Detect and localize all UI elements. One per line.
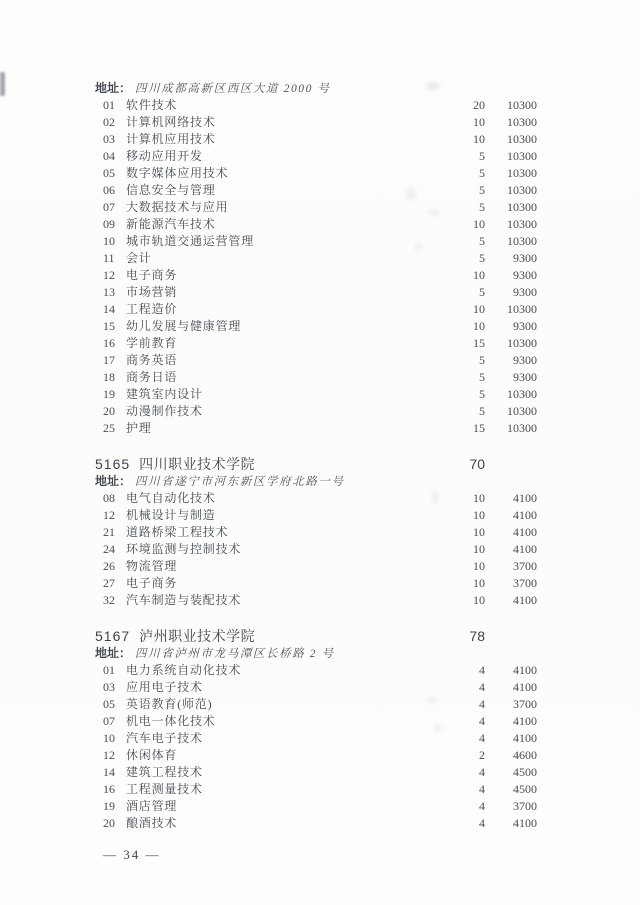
major-row <box>95 250 537 267</box>
fee-value: 10300 <box>507 234 537 248</box>
school-header <box>95 455 537 473</box>
course-number: 12 <box>103 508 115 522</box>
fee-value: 4100 <box>513 491 537 505</box>
fee-value: 10300 <box>507 115 537 129</box>
fee-value: 4100 <box>513 714 537 728</box>
scan-artifact <box>0 72 5 96</box>
fee-value: 10300 <box>507 149 537 163</box>
fee-value: 4500 <box>513 765 537 779</box>
major-row <box>95 233 537 250</box>
school-name: 四川职业技术学院 <box>139 456 256 472</box>
quota-value: 5 <box>479 149 485 163</box>
major-name: 商务日语 <box>126 370 178 384</box>
major-row <box>95 575 537 592</box>
major-row <box>95 696 537 713</box>
major-name: 幼儿发展与健康管理 <box>126 319 242 333</box>
quota-value: 10 <box>473 525 485 539</box>
major-name: 动漫制作技术 <box>126 404 203 418</box>
major-name: 机械设计与制造 <box>126 508 216 522</box>
quota-value: 2 <box>479 748 485 762</box>
major-row <box>95 131 537 148</box>
major-name: 商务英语 <box>126 353 178 367</box>
fee-value: 4100 <box>513 542 537 556</box>
major-row <box>95 713 537 730</box>
major-row <box>95 284 537 301</box>
fee-value: 9300 <box>513 285 537 299</box>
quota-value: 10 <box>473 302 485 316</box>
quota-value: 10 <box>473 593 485 607</box>
quota-value: 4 <box>479 765 485 779</box>
course-number: 12 <box>103 748 115 762</box>
quota-value: 4 <box>479 680 485 694</box>
quota-value: 4 <box>479 714 485 728</box>
major-name: 道路桥梁工程技术 <box>126 525 229 539</box>
school-name: 泸州职业技术学院 <box>139 628 256 644</box>
address-label: 地址： <box>95 81 132 95</box>
major-row <box>95 148 537 165</box>
fee-value: 9300 <box>513 251 537 265</box>
quota-value: 10 <box>473 217 485 231</box>
major-row <box>95 507 537 524</box>
school-section <box>95 627 537 832</box>
major-row <box>95 318 537 335</box>
major-name: 汽车电子技术 <box>126 731 203 745</box>
major-row <box>95 679 537 696</box>
major-name: 物流管理 <box>126 559 178 573</box>
major-name: 环境监测与控制技术 <box>126 542 242 556</box>
major-row <box>95 815 537 832</box>
quota-value: 4 <box>479 731 485 745</box>
course-number: 10 <box>103 234 115 248</box>
quota-value: 5 <box>479 166 485 180</box>
quota-value: 4 <box>479 663 485 677</box>
quota-value: 10 <box>473 132 485 146</box>
course-number: 14 <box>103 765 115 779</box>
course-number: 21 <box>103 525 115 539</box>
school-header <box>95 627 537 645</box>
quota-value: 10 <box>473 268 485 282</box>
course-number: 27 <box>103 576 115 590</box>
quota-value: 10 <box>473 576 485 590</box>
major-row <box>95 165 537 182</box>
course-number: 12 <box>103 268 115 282</box>
major-row <box>95 403 537 420</box>
address-label: 地址： <box>95 474 132 488</box>
major-name: 计算机应用技术 <box>126 132 216 146</box>
quota-value: 10 <box>473 491 485 505</box>
school-code: 5167 <box>95 628 131 644</box>
fee-value: 9300 <box>513 319 537 333</box>
fee-value: 4100 <box>513 816 537 830</box>
fee-value: 4100 <box>513 731 537 745</box>
quota-value: 4 <box>479 799 485 813</box>
school-code: 5165 <box>95 456 131 472</box>
school-total-quota: 70 <box>469 456 485 472</box>
school-section <box>95 80 537 437</box>
course-number: 06 <box>103 183 115 197</box>
major-row <box>95 335 537 352</box>
fee-value: 4100 <box>513 680 537 694</box>
major-row <box>95 798 537 815</box>
major-row <box>95 662 537 679</box>
fee-value: 3700 <box>513 799 537 813</box>
major-row <box>95 764 537 781</box>
quota-value: 5 <box>479 285 485 299</box>
major-name: 电子商务 <box>126 268 178 282</box>
major-row <box>95 747 537 764</box>
course-number: 04 <box>103 149 115 163</box>
course-number: 16 <box>103 336 115 350</box>
course-number: 15 <box>103 319 115 333</box>
major-row <box>95 369 537 386</box>
course-number: 20 <box>103 816 115 830</box>
major-name: 工程测量技术 <box>126 782 203 796</box>
course-number: 07 <box>103 200 115 214</box>
course-number: 07 <box>103 714 115 728</box>
major-name: 英语教育(师范) <box>126 697 213 711</box>
fee-value: 10300 <box>507 166 537 180</box>
course-number: 16 <box>103 782 115 796</box>
fee-value: 10300 <box>507 387 537 401</box>
quota-value: 15 <box>473 336 485 350</box>
quota-value: 5 <box>479 234 485 248</box>
fee-value: 9300 <box>513 353 537 367</box>
quota-value: 4 <box>479 816 485 830</box>
address-text: 四川成都高新区西区大道 2000 号 <box>135 83 331 95</box>
major-name: 机电一体化技术 <box>126 714 216 728</box>
major-name: 会计 <box>126 251 152 265</box>
quota-value: 5 <box>479 183 485 197</box>
major-row <box>95 216 537 233</box>
major-row <box>95 352 537 369</box>
course-number: 20 <box>103 404 115 418</box>
course-number: 24 <box>103 542 115 556</box>
quota-value: 4 <box>479 782 485 796</box>
major-row <box>95 592 537 609</box>
address-text: 四川省遂宁市河东新区学府北路一号 <box>135 476 345 488</box>
fee-value: 9300 <box>513 370 537 384</box>
major-name: 大数据技术与应用 <box>126 200 229 214</box>
school-address <box>95 80 537 97</box>
course-number: 11 <box>103 251 115 265</box>
fee-value: 4600 <box>513 748 537 762</box>
major-row <box>95 490 537 507</box>
course-number: 01 <box>103 98 115 112</box>
address-label: 地址： <box>95 646 132 660</box>
quota-value: 10 <box>473 115 485 129</box>
major-row <box>95 781 537 798</box>
course-number: 01 <box>103 663 115 677</box>
major-row <box>95 114 537 131</box>
quota-value: 4 <box>479 697 485 711</box>
fee-value: 4500 <box>513 782 537 796</box>
school-address <box>95 473 537 490</box>
quota-value: 10 <box>473 542 485 556</box>
course-number: 13 <box>103 285 115 299</box>
fee-value: 10300 <box>507 98 537 112</box>
course-number: 03 <box>103 132 115 146</box>
page-footer <box>103 846 161 863</box>
major-row <box>95 97 537 114</box>
major-name: 信息安全与管理 <box>126 183 216 197</box>
fee-value: 4100 <box>513 593 537 607</box>
fee-value: 4100 <box>513 508 537 522</box>
major-name: 应用电子技术 <box>126 680 203 694</box>
course-number: 09 <box>103 217 115 231</box>
course-number: 08 <box>103 491 115 505</box>
fee-value: 10300 <box>507 183 537 197</box>
page-number: — 34 — <box>103 847 161 862</box>
sections-container <box>95 80 537 832</box>
quota-value: 10 <box>473 559 485 573</box>
major-name: 软件技术 <box>126 98 178 112</box>
major-name: 计算机网络技术 <box>126 115 216 129</box>
fee-value: 10300 <box>507 421 537 435</box>
course-number: 05 <box>103 166 115 180</box>
course-number: 10 <box>103 731 115 745</box>
major-name: 酿酒技术 <box>126 816 178 830</box>
course-number: 14 <box>103 302 115 316</box>
major-name: 电气自动化技术 <box>126 491 216 505</box>
course-number: 25 <box>103 421 115 435</box>
course-number: 02 <box>103 115 115 129</box>
major-row <box>95 524 537 541</box>
school-address <box>95 645 537 662</box>
major-name: 移动应用开发 <box>126 149 203 163</box>
major-name: 城市轨道交通运营管理 <box>126 234 255 248</box>
major-row <box>95 558 537 575</box>
quota-value: 5 <box>479 353 485 367</box>
fee-value: 3700 <box>513 697 537 711</box>
major-row <box>95 182 537 199</box>
quota-value: 5 <box>479 370 485 384</box>
major-name: 新能源汽车技术 <box>126 217 216 231</box>
major-name: 电力系统自动化技术 <box>126 663 242 677</box>
quota-value: 10 <box>473 319 485 333</box>
fee-value: 10300 <box>507 132 537 146</box>
major-row <box>95 730 537 747</box>
major-name: 酒店管理 <box>126 799 178 813</box>
fee-value: 4100 <box>513 525 537 539</box>
quota-value: 15 <box>473 421 485 435</box>
quota-value: 5 <box>479 387 485 401</box>
quota-value: 5 <box>479 251 485 265</box>
major-name: 工程造价 <box>126 302 178 316</box>
course-number: 03 <box>103 680 115 694</box>
major-name: 建筑室内设计 <box>126 387 203 401</box>
quota-value: 10 <box>473 508 485 522</box>
major-name: 市场营销 <box>126 285 178 299</box>
major-name: 电子商务 <box>126 576 178 590</box>
major-row <box>95 541 537 558</box>
course-number: 05 <box>103 697 115 711</box>
fee-value: 10300 <box>507 302 537 316</box>
major-name: 休闲体育 <box>126 748 178 762</box>
school-total-quota: 78 <box>469 628 485 644</box>
major-row <box>95 301 537 318</box>
major-name: 护理 <box>126 421 152 435</box>
fee-value: 4100 <box>513 663 537 677</box>
fee-value: 3700 <box>513 559 537 573</box>
fee-value: 3700 <box>513 576 537 590</box>
quota-value: 5 <box>479 404 485 418</box>
course-number: 19 <box>103 387 115 401</box>
major-name: 学前教育 <box>126 336 178 350</box>
course-number: 17 <box>103 353 115 367</box>
quota-value: 20 <box>473 98 485 112</box>
quota-value: 5 <box>479 200 485 214</box>
fee-value: 10300 <box>507 336 537 350</box>
major-row <box>95 420 537 437</box>
fee-value: 9300 <box>513 268 537 282</box>
address-text: 四川省泸州市龙马潭区长桥路 2 号 <box>135 648 335 660</box>
major-row <box>95 386 537 403</box>
major-name: 汽车制造与装配技术 <box>126 593 242 607</box>
major-name: 建筑工程技术 <box>126 765 203 779</box>
course-number: 18 <box>103 370 115 384</box>
major-row <box>95 199 537 216</box>
school-section <box>95 455 537 609</box>
fee-value: 10300 <box>507 200 537 214</box>
course-number: 19 <box>103 799 115 813</box>
course-number: 32 <box>103 593 115 607</box>
fee-value: 10300 <box>507 404 537 418</box>
major-name: 数字媒体应用技术 <box>126 166 229 180</box>
course-number: 26 <box>103 559 115 573</box>
major-row <box>95 267 537 284</box>
fee-value: 10300 <box>507 217 537 231</box>
